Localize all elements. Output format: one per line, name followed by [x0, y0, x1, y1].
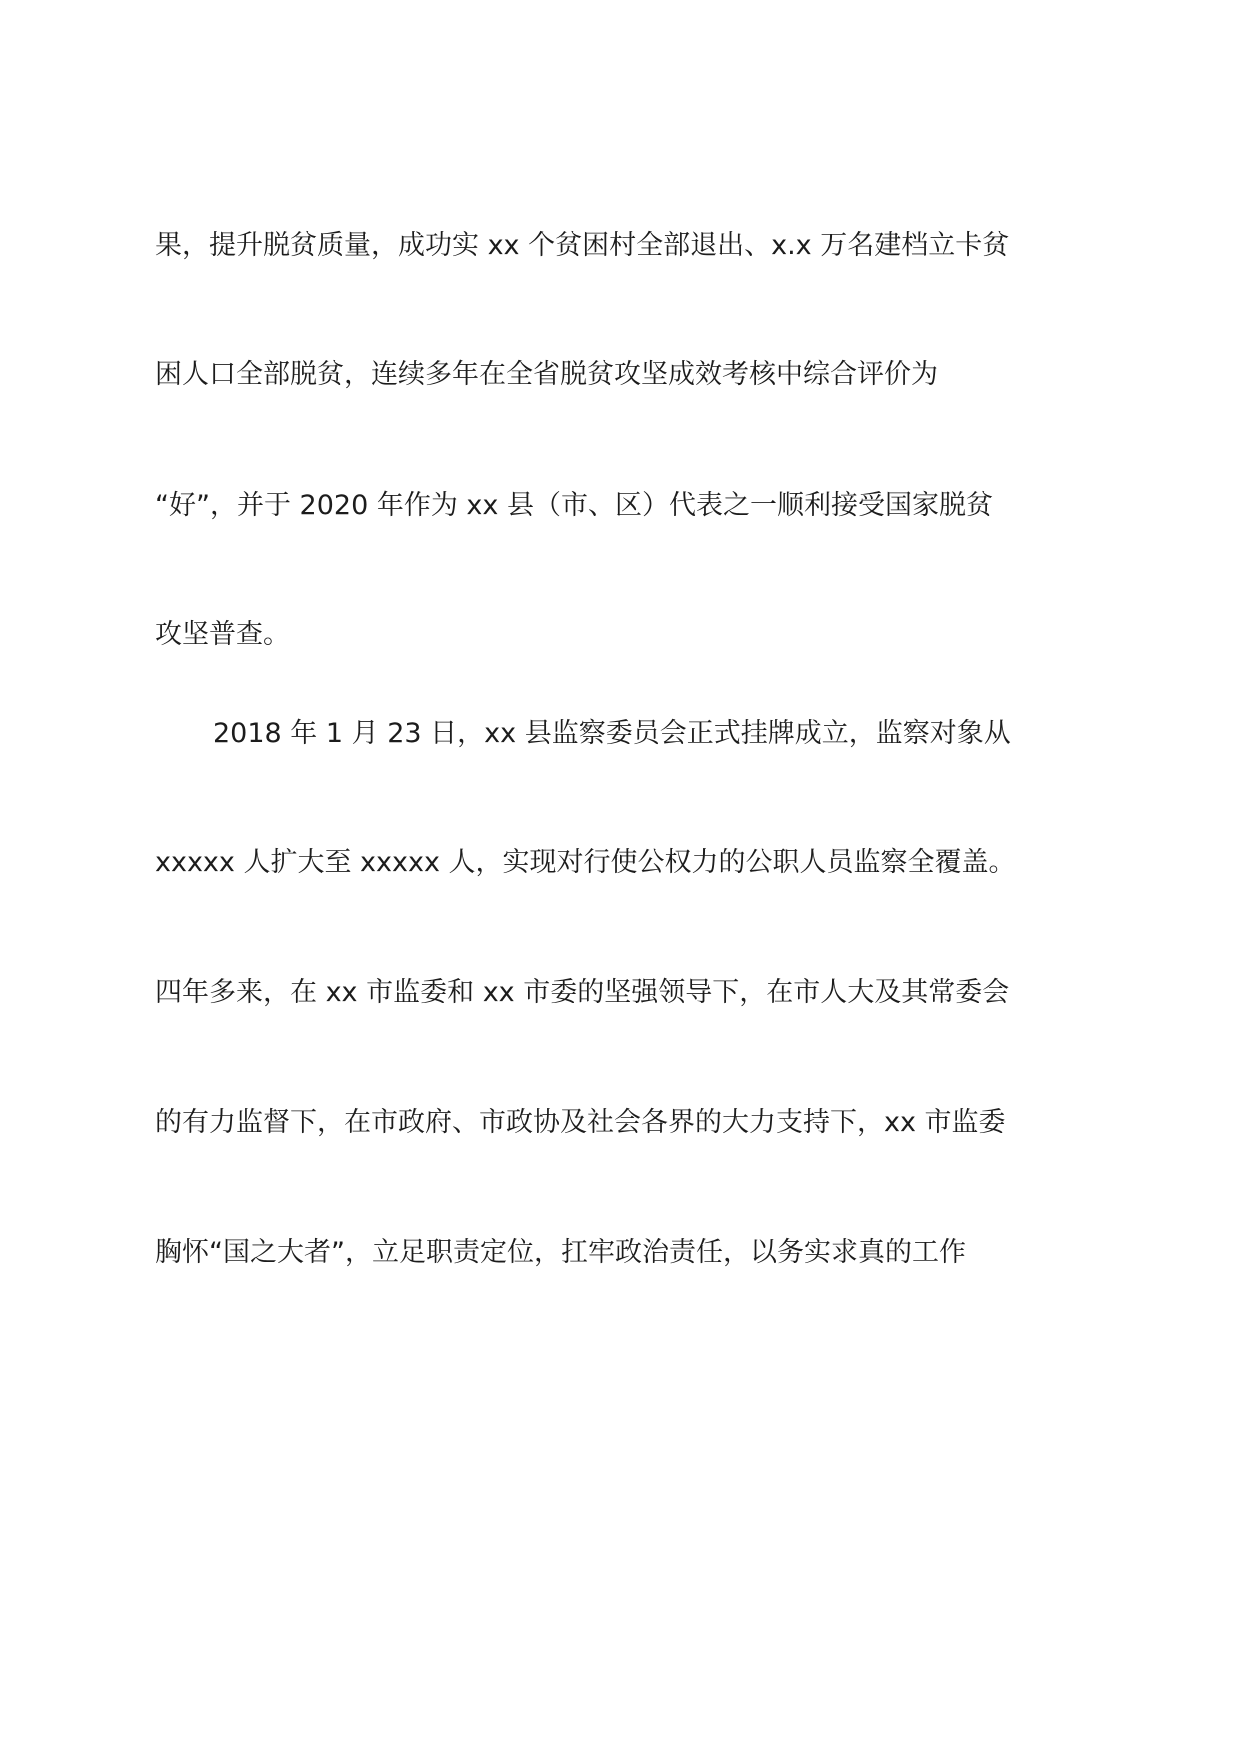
paragraph-2-line-3: 四年多来，在 xx 市监委和 xx 市委的坚强领导下，在市人大及其常委会 — [155, 977, 1010, 1008]
paragraph-1-line-4: 攻坚普查。 — [155, 619, 290, 650]
paragraph-1-line-2: 困人口全部脱贫，连续多年在全省脱贫攻坚成效考核中综合评价为 — [155, 359, 938, 390]
paragraph-2-line-5: 胸怀“国之大者”，立足职责定位，扛牢政治责任，以务实求真的工作 — [155, 1237, 966, 1268]
paragraph-2-line-4: 的有力监督下，在市政府、市政协及社会各界的大力支持下，xx 市监委 — [155, 1107, 1006, 1138]
paragraph-1-line-3: “好”，并于 2020 年作为 xx 县（市、区）代表之一顺利接受国家脱贫 — [155, 490, 993, 521]
paragraph-1-line-1: 果，提升脱贫质量，成功实 xx 个贫困村全部退出、x.x 万名建档立卡贫 — [155, 230, 1010, 261]
paragraph-2-line-1: 2018 年 1 月 23 日，xx 县监察委员会正式挂牌成立，监察对象从 — [213, 718, 1011, 749]
paragraph-2-line-2: xxxxx 人扩大至 xxxxx 人，实现对行使公权力的公职人员监察全覆盖。 — [155, 847, 1016, 878]
